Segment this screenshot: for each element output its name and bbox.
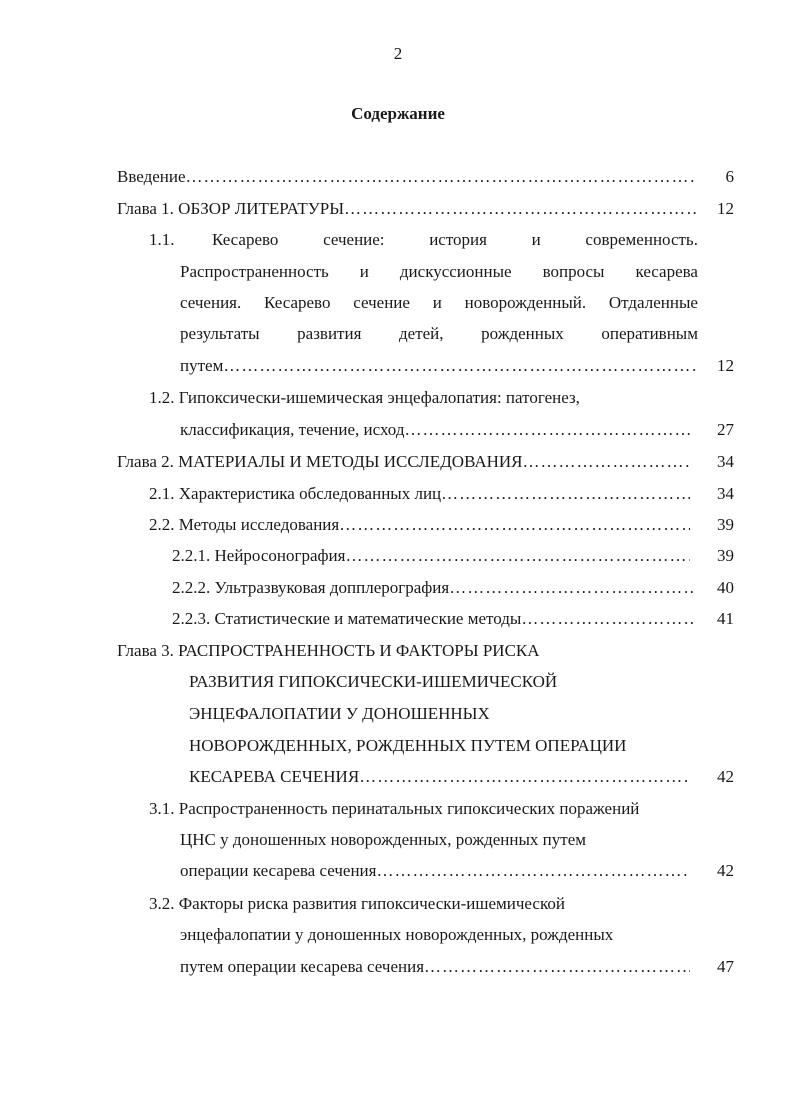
toc-entry-chapter-3-line-4[interactable]: НОВОРОЖДЕННЫХ, РОЖДЕННЫХ ПУТЕМ ОПЕРАЦИИ bbox=[189, 736, 627, 755]
toc-entry-3-2-line-1[interactable]: 3.2. Факторы риска развития гипоксически-ишемической bbox=[149, 894, 565, 913]
toc-page-number: 42 bbox=[717, 861, 734, 880]
toc-entry-1-2-line-2[interactable]: классификация, течение, исход ………………………………………………………………………………………………………………………………………… bbox=[180, 418, 690, 442]
toc-entry-chapter-3-line-1[interactable]: Глава 3. РАСПРОСТРАНЕННОСТЬ И ФАКТОРЫ РИСКА bbox=[117, 641, 540, 660]
toc-entry-chapter-3-line-3[interactable]: ЭНЦЕФАЛОПАТИИ У ДОНОШЕННЫХ bbox=[189, 704, 490, 723]
toc-entry-3-2-line-3[interactable]: путем операции кесарева сечения ………………………………………………………………………………………………………………………………………… bbox=[180, 955, 690, 979]
toc-page-number: 34 bbox=[717, 452, 734, 471]
toc-page-number: 34 bbox=[717, 484, 734, 503]
toc-entry-2-2-3[interactable]: 2.2.3. Статистические и математические методы ………………………………………………………………………………………………………………………………………… bbox=[172, 607, 696, 631]
toc-entry-chapter-1[interactable] bbox=[117, 197, 697, 221]
toc-page-number: 6 bbox=[725, 167, 734, 186]
toc-page-number: 41 bbox=[717, 609, 734, 628]
leader-dots bbox=[339, 513, 690, 537]
toc-entry-2-2-1[interactable]: 2.2.1. Нейросонография ………………………………………………………………………………………………………………………………………… bbox=[172, 544, 690, 568]
toc-entry-chapter-3-line-2[interactable]: РАЗВИТИЯ ГИПОКСИЧЕСКИ-ИШЕМИЧЕСКОЙ bbox=[189, 672, 558, 691]
toc-entry-text: Глава 1. ОБЗОР ЛИТЕРАТУРЫ bbox=[117, 199, 345, 218]
leader-dots bbox=[359, 765, 690, 789]
toc-page-number: 12 bbox=[717, 356, 734, 375]
leader-dots bbox=[186, 165, 697, 189]
toc-entry-2-2-2[interactable]: 2.2.2. Ультразвуковая допплерография ………………………………………………………………………………………………………………………………………… bbox=[172, 576, 696, 600]
toc-entry-1-2-line-1[interactable]: 1.2. Гипоксически-ишемическая энцефалопатия: патогенез, bbox=[149, 388, 580, 407]
toc-entry-3-1-line-1[interactable]: 3.1. Распространенность перинатальных гипоксических поражений bbox=[149, 799, 640, 818]
page-title: Содержание bbox=[351, 104, 445, 123]
leader-dots bbox=[521, 607, 696, 631]
toc-entry-intro[interactable] bbox=[117, 165, 697, 189]
page-number: 2 bbox=[393, 44, 403, 63]
leader-dots bbox=[424, 955, 690, 979]
leader-dots bbox=[523, 450, 690, 474]
toc-entry-2-1[interactable]: 2.1. Характеристика обследованных лиц ………………………………………………………………………………………………………………………………………… bbox=[149, 482, 690, 506]
toc-entry-text: Введение bbox=[117, 167, 186, 186]
toc-entry-1-1-line-5[interactable]: путем ………………………………………………………………………………………………………………………………………… bbox=[180, 354, 697, 378]
leader-dots bbox=[404, 418, 690, 442]
toc-entry-1-1-line-4[interactable]: результаты развития детей, рожденных оперативным bbox=[180, 324, 698, 343]
toc-page-number: 39 bbox=[717, 546, 734, 565]
leader-dots bbox=[345, 544, 690, 568]
toc-page-number: 39 bbox=[717, 515, 734, 534]
toc-entry-2-2[interactable]: 2.2. Методы исследования ………………………………………………………………………………………………………………………………………… bbox=[149, 513, 690, 537]
toc-entry-chapter-3-line-5[interactable]: КЕСАРЕВА СЕЧЕНИЯ ………………………………………………………………………………………………………………………………………… bbox=[189, 765, 690, 789]
toc-page-number: 27 bbox=[717, 420, 734, 439]
leader-dots bbox=[344, 197, 697, 221]
leader-dots bbox=[449, 576, 696, 600]
toc-entry-1-1-line-3[interactable]: сечения. Кесарево сечение и новорожденный. Отдаленные bbox=[180, 293, 698, 312]
toc-page-number: 12 bbox=[717, 199, 734, 218]
leader-dots bbox=[223, 354, 697, 378]
toc-entry-3-1-line-3[interactable]: операции кесарева сечения ………………………………………………………………………………………………………………………………………… bbox=[180, 859, 690, 883]
toc-page-number: 42 bbox=[717, 767, 734, 786]
toc-entry-3-2-line-2[interactable]: энцефалопатии у доношенных новорожденных, рожденных bbox=[180, 925, 614, 944]
toc-entry-chapter-2[interactable]: Глава 2. МАТЕРИАЛЫ И МЕТОДЫ ИССЛЕДОВАНИЯ ………………………………………………………………………………………………………………………………………… bbox=[117, 450, 690, 474]
toc-entry-1-1-line-2[interactable]: Распространенность и дискуссионные вопросы кесарева bbox=[180, 262, 698, 281]
toc-page-number: 47 bbox=[717, 957, 734, 976]
toc-entry-1-1-line-1[interactable]: Кесарево сечение: история и современность. bbox=[212, 230, 698, 249]
leader-dots bbox=[441, 482, 690, 506]
toc-page-number: 40 bbox=[717, 578, 734, 597]
toc-entry-3-1-line-2[interactable]: ЦНС у доношенных новорожденных, рожденных путем bbox=[180, 830, 586, 849]
leader-dots bbox=[376, 859, 690, 883]
toc-entry-number: 1.1. bbox=[149, 230, 175, 249]
